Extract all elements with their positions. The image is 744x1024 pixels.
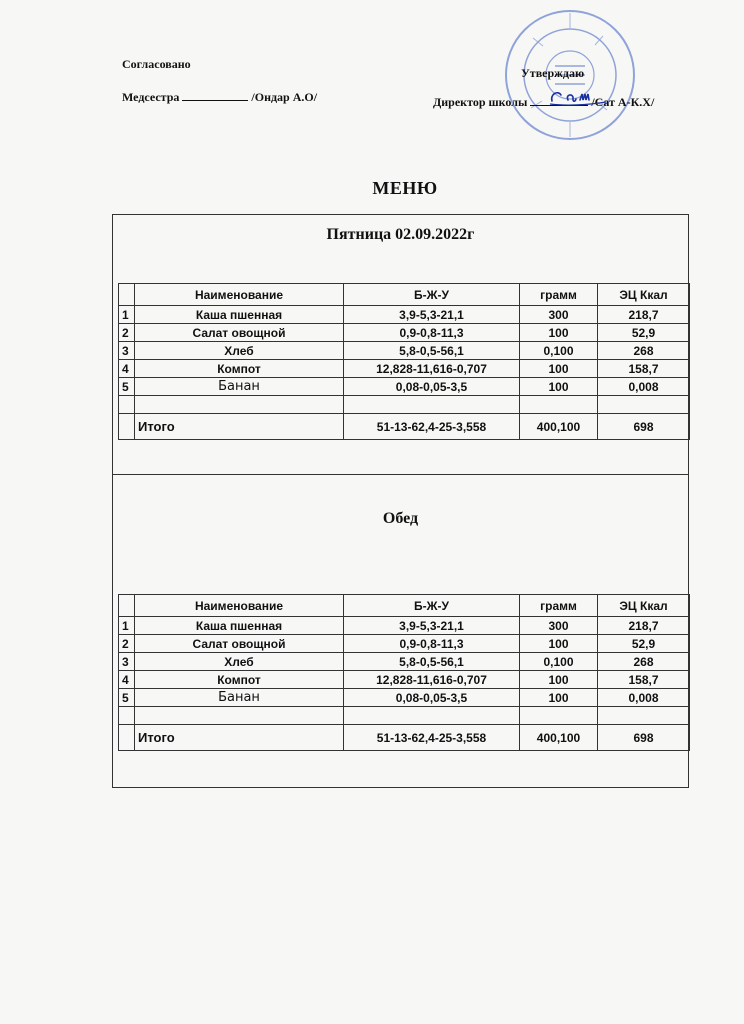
director-line [433,95,654,110]
table-header-row [119,284,690,306]
col-name: Наименование [135,595,344,617]
row-kcal: 268 [598,653,690,671]
row-num: 5 [119,689,135,707]
row-bju: 5,8-0,5-56,1 [344,653,520,671]
total-kcal: 698 [598,725,690,751]
row-gram: 100 [520,324,598,342]
director-signature-line [530,95,588,106]
row-bju: 3,9-5,3-21,1 [344,306,520,324]
section-title-1: Пятница 02.09.2022г [326,226,475,243]
row-num: 1 [119,617,135,635]
row-name: Компот [135,360,344,378]
row-gram: 300 [520,617,598,635]
approval-block-left [122,57,317,105]
row-kcal: 52,9 [598,635,690,653]
row-bju: 5,8-0,5-56,1 [344,342,520,360]
row-bju: 0,08-0,05-3,5 [344,689,520,707]
row-kcal: 0,008 [598,378,690,396]
row-kcal: 158,7 [598,360,690,378]
row-kcal: 218,7 [598,306,690,324]
row-gram: 0,100 [520,653,598,671]
row-gram: 100 [520,360,598,378]
approved-label: Согласовано [122,57,191,71]
row-num: 2 [119,635,135,653]
total-label: Итого [135,414,344,440]
row-name: Банан [135,378,344,396]
row-kcal: 52,9 [598,324,690,342]
row-name: Салат овощной [135,635,344,653]
section-divider [112,474,689,475]
total-bju: 51-13-62,4-25-3,558 [344,414,520,440]
row-num: 5 [119,378,135,396]
table-row-empty [119,707,690,725]
table-row [119,617,690,635]
nurse-line [122,90,317,105]
menu-table-1 [118,283,690,440]
table-row [119,378,690,396]
row-bju: 0,9-0,8-11,3 [344,324,520,342]
row-bju: 12,828-11,616-0,707 [344,671,520,689]
row-num: 3 [119,653,135,671]
row-gram: 0,100 [520,342,598,360]
nurse-signature-line [182,90,248,101]
row-gram: 100 [520,378,598,396]
approve-label: Утверждаю [521,66,585,80]
col-gram: грамм [520,595,598,617]
director-label: Директор школы [433,95,528,109]
row-kcal: 268 [598,342,690,360]
approval-block-right [433,66,654,110]
table-total-row [119,725,690,751]
section-title-2: Обед [382,510,419,527]
row-num: 4 [119,671,135,689]
table-row [119,671,690,689]
table-row [119,324,690,342]
col-kcal: ЭЦ Ккал [598,595,690,617]
col-name: Наименование [135,284,344,306]
col-bju: Б-Ж-У [344,284,520,306]
total-kcal: 698 [598,414,690,440]
col-gram: грамм [520,284,598,306]
director-name: /Сат А-К.Х/ [591,95,655,109]
row-gram: 100 [520,689,598,707]
menu-table-2 [118,594,690,751]
row-name: Хлеб [135,342,344,360]
col-bju: Б-Ж-У [344,595,520,617]
row-num: 1 [119,306,135,324]
row-gram: 100 [520,635,598,653]
row-kcal: 158,7 [598,671,690,689]
total-label: Итого [135,725,344,751]
row-name: Банан [135,689,344,707]
row-num: 4 [119,360,135,378]
nurse-label: Медсестра [122,90,180,104]
row-bju: 0,9-0,8-11,3 [344,635,520,653]
row-name: Каша пшенная [135,617,344,635]
total-gram: 400,100 [520,414,598,440]
row-gram: 100 [520,671,598,689]
table-total-row [119,414,690,440]
col-num [119,284,135,306]
row-name: Хлеб [135,653,344,671]
total-gram: 400,100 [520,725,598,751]
table-row [119,360,690,378]
table-row [119,653,690,671]
row-kcal: 0,008 [598,689,690,707]
row-bju: 0,08-0,05-3,5 [344,378,520,396]
row-gram: 300 [520,306,598,324]
row-num: 2 [119,324,135,342]
nurse-name: /Ондар А.О/ [251,90,318,104]
col-num [119,595,135,617]
row-kcal: 218,7 [598,617,690,635]
table-row [119,306,690,324]
document-title: МЕНЮ [372,178,438,198]
row-bju: 3,9-5,3-21,1 [344,617,520,635]
table-row [119,689,690,707]
total-bju: 51-13-62,4-25-3,558 [344,725,520,751]
row-bju: 12,828-11,616-0,707 [344,360,520,378]
table-row [119,635,690,653]
row-name: Компот [135,671,344,689]
row-name: Каша пшенная [135,306,344,324]
row-num: 3 [119,342,135,360]
row-name: Салат овощной [135,324,344,342]
table-row [119,342,690,360]
table-row-empty [119,396,690,414]
col-kcal: ЭЦ Ккал [598,284,690,306]
table-header-row [119,595,690,617]
